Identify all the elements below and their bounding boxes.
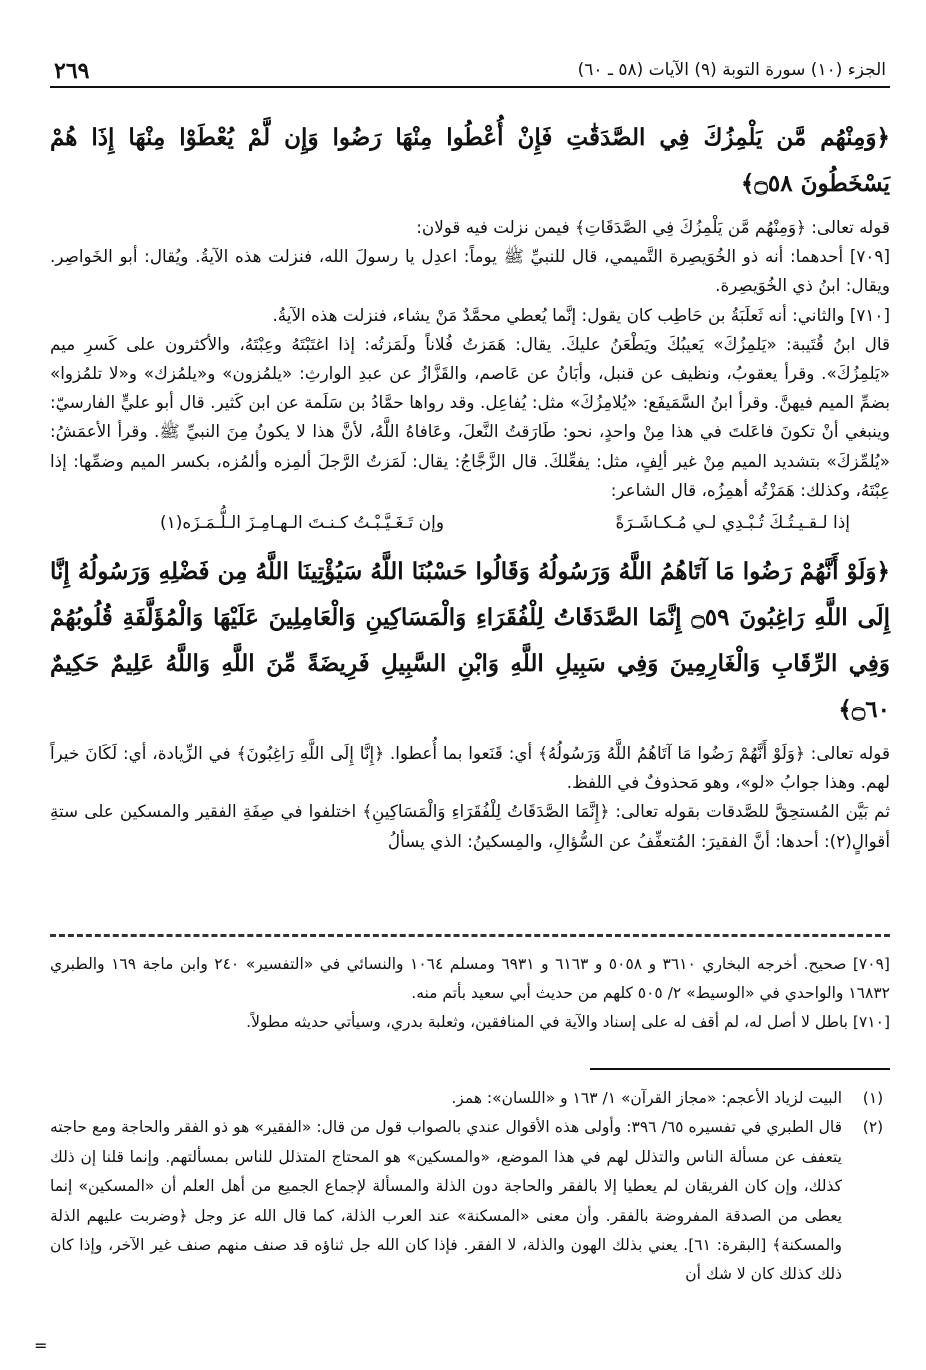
takhrij-entry: [٧١٠] باطل لا أصل له، لم أقف له على إسناد والآية في المنافقين، وثعلبة بدري، وسيأتي حديثه مطولاً. bbox=[246, 1013, 890, 1031]
poem-hemistich-second: وإن تَـغَـيَّـبْـتُ كـنـتَ الـهـامِـزَ الـلُّـمَـزَه(١) bbox=[160, 513, 445, 534]
commentary-paragraph: قوله تعالى: ﴿وَلَوْ أَنَّهُمْ رَضُوا مَا آتَاهُمُ اللَّهُ وَرَسُولُهُ﴾ أي: قَنَعوا بما أُعطوا. ﴿إِنَّا إِلَى اللَّهِ رَاغِبُونَ﴾ في الزِّيادة، أي: لَكَانَ خيراً لهم. وهذا جوابُ «لو»، وهو مَحذوفٌ في اللفظ. bbox=[50, 743, 890, 793]
quran-verses-59-60: ﴿وَلَوْ أَنَّهُمْ رَضُوا مَا آتَاهُمُ اللَّهُ وَرَسُولُهُ وَقَالُوا حَسْبُنَا اللَّهُ سَيُؤْتِينَا اللَّهُ مِن فَضْلِهِ وَرَسُولُهُ إِنَّا إِلَى اللَّهِ رَاغِبُونَ ۝٥٩ إِنَّمَا الصَّدَقَاتُ لِلْفُقَرَاءِ وَالْمَسَاكِينِ وَالْعَامِلِينَ عَلَيْهَا وَالْمُؤَلَّفَةِ قُلُوبُهُمْ وَفِي الرِّقَابِ وَالْغَارِمِينَ وَفِي سَبِيلِ اللَّهِ وَابْنِ السَّبِيلِ فَرِيضَةً مِّنَ اللَّهِ وَاللَّهُ عَلِيمٌ حَكِيمٌ ۝٦٠﴾ bbox=[50, 558, 891, 724]
continuation-mark: = bbox=[34, 1336, 48, 1355]
takhrij-entry: [٧٠٩] صحيح. أخرجه البخاري ٣٦١٠ و ٥٠٥٨ و ٦١٦٣ و ٦٩٣١ ومسلم ١٠٦٤ والنسائي في «التفسير» ٢٤٠ وابن ماجة ١٦٩ والطبري ١٦٨٣٢ والواحدي في «الوسيط» ٢/ ٥٠٥ كلهم من حديث أبي سعيد بأتم منه. bbox=[50, 955, 890, 1002]
footnotes bbox=[50, 1084, 890, 1290]
footnote-text: البيت لزياد الأعجم: «مجاز القرآن» ١/ ١٦٣ و «اللسان»: همز. bbox=[451, 1089, 842, 1107]
page-number: ٢٦٩ bbox=[54, 58, 90, 84]
commentary-paragraph: قوله تعالى: ﴿وَمِنْهُم مَّن يَلْمِزُكَ فِي الصَّدَقَاتِ﴾ فيمن نزلت فيه قولان: bbox=[416, 217, 890, 237]
footnote-text: قال الطبري في تفسيره ٦٥/ ٣٩٦: وأولى هذه الأقوال عندي بالصواب قول من قال: «الفقير» هو ذو الفقر والحاجة ومع حاجته يتعفف عن مسألة الناس والتذلل لهم في هذا الموضع، «والمسكين» هو المحتاج المتذلل للناس بمسألتهم. وإنما قلنا إن ذلك كذلك، وإن كان الفريقان لم يعطيا إلا بالفقر والحاجة دون الذلة والمسألة لإجماع الجميع من أهل العلم أن «المسكين» إنما يعطى من الصدقة المفروضة بالفقر. وأن معنى «المسكنة» عند العرب الذلة، كما قال الله عز وجل ﴿وضربت عليهم الذلة والمسكنة﴾ [البقرة: ٦١]. يعني بذلك الهون والذلة، لا الفقر. فإذا كان الله جل ثناؤه قد صنف منهم صنف غير الآخر، وإذا كان ذلك كذلك كان لا شك أن bbox=[50, 1118, 843, 1284]
running-head-title: الجزء (١٠) سورة التوبة (٩) الآيات (٥٨ ـ ٦٠) bbox=[577, 60, 886, 80]
commentary-paragraph: [٧٠٩] أحدهما: أنه ذو الخُوَيصِرة التَّميمي، قال للنبيِّ ﷺ يوماً: اعدِل يا رسولَ الله، فنزلت هذه الآيةُ. ويُقال: أبو الخَواصِر. ويقال: ابنُ ذي الخُوَيصِرة. bbox=[50, 246, 890, 296]
quran-verse-58: ﴿وَمِنْهُم مَّن يَلْمِزُكَ فِي الصَّدَقَٰتِ فَإِنْ أُعْطُوا مِنْهَا رَضُوا وَإِن لَّمْ يُعْطَوْا مِنْهَا إِذَا هُمْ يَسْخَطُونَ ۝٥٨﴾ bbox=[50, 124, 890, 197]
running-header bbox=[50, 52, 890, 88]
footnote bbox=[50, 1113, 890, 1289]
commentary-paragraph: [٧١٠] والثاني: أنه ثَعلَبَةُ بن حَاطِب كان يقول: إنَّما يُعطي محمَّدٌ مَنْ يشاء، فنزلت هذه الآيةُ. bbox=[272, 304, 890, 325]
dashed-separator bbox=[50, 934, 890, 937]
poetry-verse bbox=[50, 507, 890, 539]
main-text bbox=[50, 115, 890, 856]
commentary-paragraph: قال ابنُ قُتَيبة: «يَلمِزُكَ» يَعيبُكَ ويَطْعَنُ عليكَ. يقال: هَمَزتُ فُلاناً ولَمَزتُه: إذا اغتَبْتَهُ وعِبْتَهُ، والأكثرون على كَسرِ ميم «يَلمِزُكَ». وقرأ يعقوبُ، ونظيف عن قنبل، وأبَانُ عن عَاصم، والقَزَّازُ عن عبدِ الوارثِ: «يلمُزون» و«يلمُزك» و«لا تلمُزوا» بضمِّ الميم فيهنَّ. وقرأ ابنُ السَّمَيفَع: «يُلامِزُكَ» مثل: يُفاعِل. وقد رواها حمَّادُ بن سَلَمة عن ابن كَثير. قال أبو عليٍّ الفارسيّ: وينبغي أنْ تكونَ فاعَلتَ في هذا مِنْ واحدٍ، نحو: طَارَقتُ النَّعلَ، وعَافاهُ اللَّهُ، لأنَّ هذا لا يكونُ مِنَ النبيِّ ﷺ. وقرأ الأعمَشُ: «يُلمِّزكَ» بتشديد الميم مِنْ غير ألِفٍ، مثل: يفعِّلكَ. قال الزَّجَّاجُ: يقال: لَمَزتُ الرَّجلَ ألمِزه وألمُزه، بكسر الميم وضمِّها: إذا عِبْتَهُ، وكذلك: هَمَزْتُه أهمِزُه، قال الشاعر: bbox=[50, 333, 890, 500]
poem-hemistich-first: إذا لـقـيـتُـكَ تُـبْـدِي لـي مُـكـاشَـرَةً bbox=[615, 513, 850, 534]
hadith-takhrij bbox=[50, 950, 890, 1037]
footnote-number: (٢) bbox=[862, 1118, 884, 1137]
footnote-rule bbox=[590, 1068, 890, 1070]
footnote bbox=[50, 1084, 890, 1113]
commentary-paragraph: ثم بَيَّن المُستحِقَّ للصَّدقات بقوله تعالى: ﴿إِنَّمَا الصَّدَقَاتُ لِلْفُقَرَاءِ وَالْمَسَاكِينِ﴾ اختلفوا في صِفَةِ الفقير والمسكين على ستةِ أقوالٍ(٢): أحدها: أنَّ الفقيرَ: المُتعفِّفُ عن السُّؤالِ، والمِسكينُ: الذي يسألُ bbox=[50, 801, 890, 851]
footnote-number: (١) bbox=[862, 1089, 884, 1107]
